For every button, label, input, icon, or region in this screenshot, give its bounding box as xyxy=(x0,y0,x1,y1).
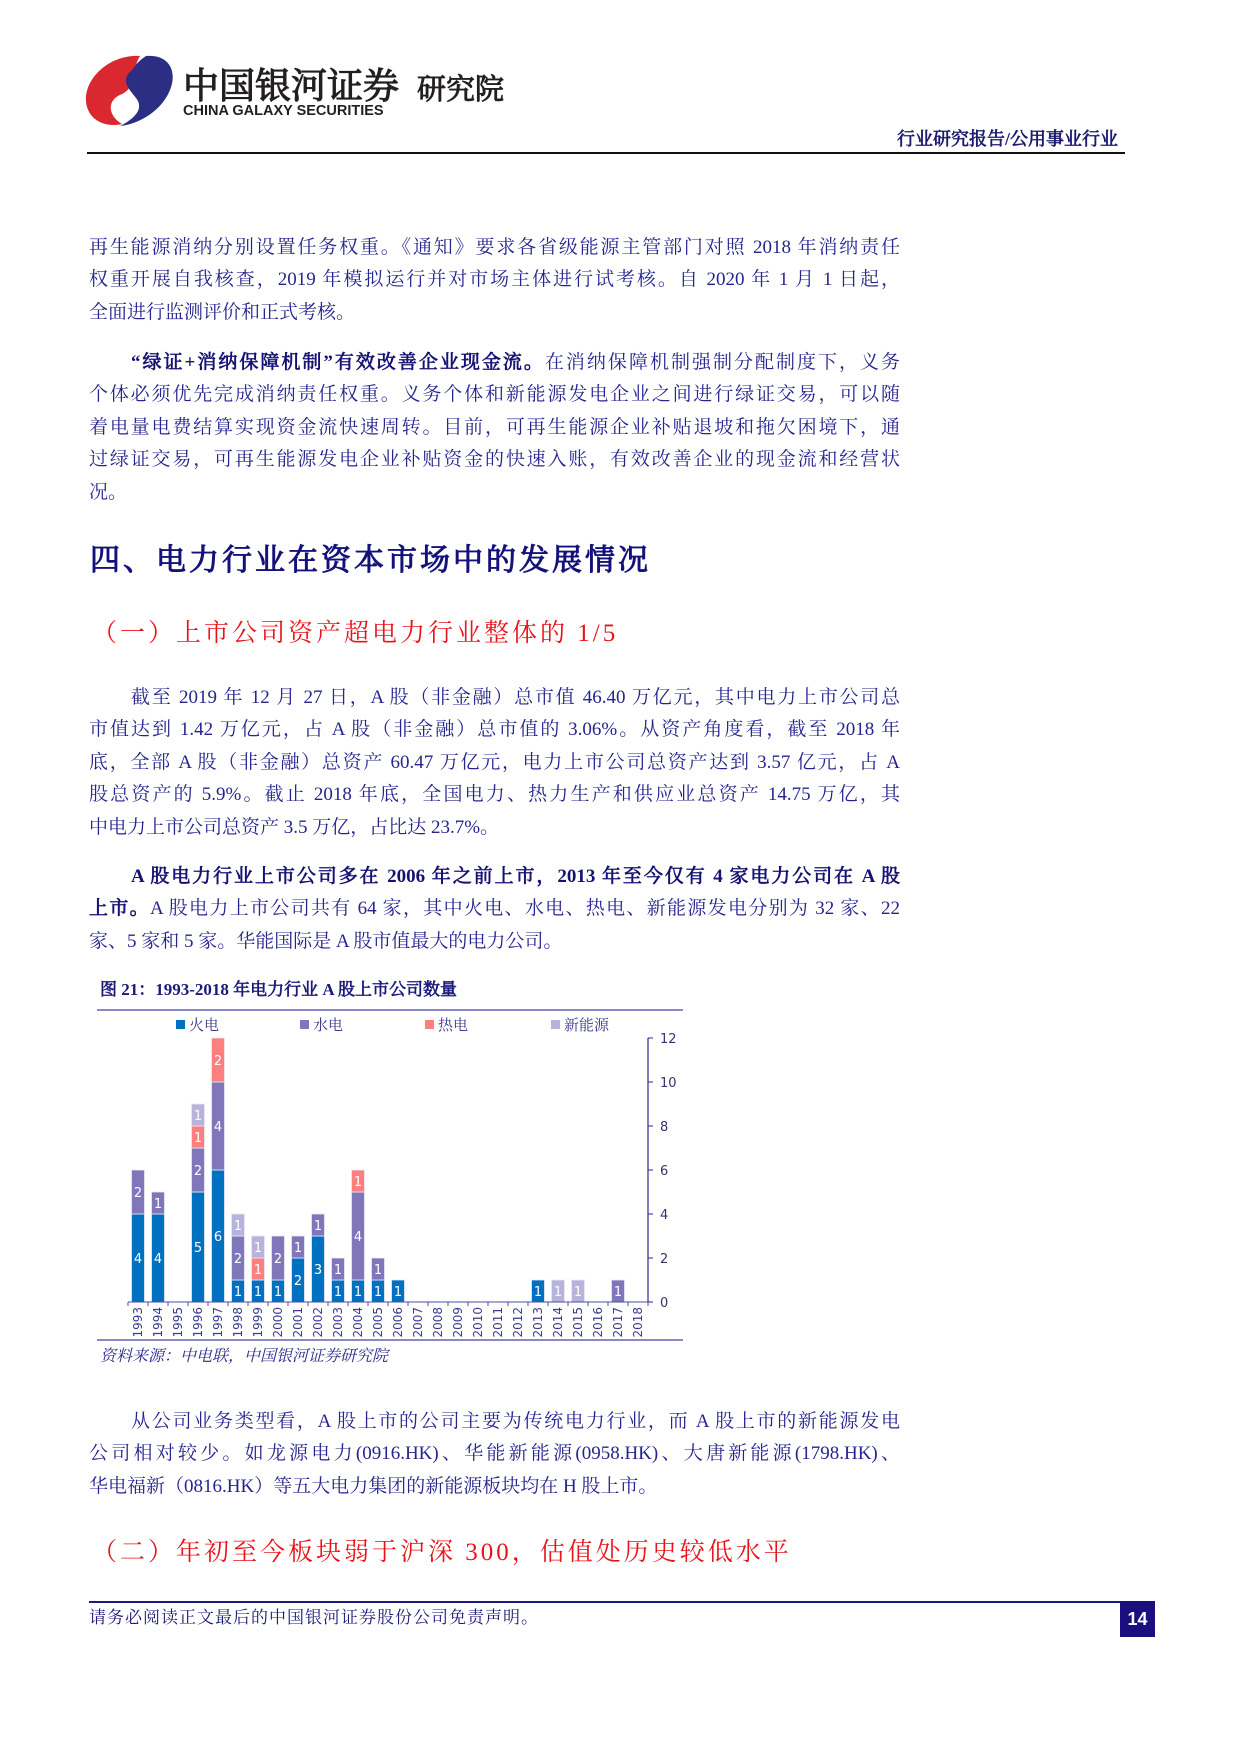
data-label: 2 xyxy=(233,1252,243,1267)
legend-swatch xyxy=(300,1020,309,1029)
data-label: 1 xyxy=(253,1263,263,1278)
text-line: 公司相对较少。如龙源电力(0916.HK)、华能新能源(0958.HK)、大唐新能源(1798.HK)、 xyxy=(89,1443,900,1465)
section-heading: 四、电力行业在资本市场中的发展情况 xyxy=(90,544,651,577)
galaxy-logo-mark-icon xyxy=(80,50,180,130)
x-tick-label: 2010 xyxy=(471,1307,485,1338)
x-tick-label: 2004 xyxy=(351,1307,365,1338)
data-label: 1 xyxy=(333,1285,343,1300)
header-divider xyxy=(87,152,1125,154)
data-label: 4 xyxy=(153,1252,163,1267)
text-line xyxy=(89,893,900,925)
y-tick-label: 4 xyxy=(660,1208,669,1223)
data-label: 6 xyxy=(213,1230,223,1245)
data-label: 1 xyxy=(253,1241,263,1256)
figure-top-rule xyxy=(97,1009,683,1011)
text-line: 从公司业务类型看，A 股上市的公司主要为传统电力行业，而 A 股上市的新能源发电 xyxy=(131,1411,900,1432)
x-tick-label: 2013 xyxy=(531,1307,545,1338)
data-label: 2 xyxy=(273,1252,283,1267)
data-label: 4 xyxy=(213,1120,223,1135)
x-tick-label: 2000 xyxy=(271,1307,285,1338)
x-tick-label: 2001 xyxy=(291,1307,305,1338)
data-label: 4 xyxy=(353,1230,363,1245)
data-label: 1 xyxy=(153,1197,163,1212)
text-line: 全面进行监测评价和正式考核。 xyxy=(89,301,356,323)
subsection-heading: （一）上市公司资产超电力行业整体的 1/5 xyxy=(92,620,619,647)
x-tick-label: 1999 xyxy=(251,1307,265,1338)
figure-title: 图 21：1993-2018 年电力行业 A 股上市公司数量 xyxy=(100,980,457,999)
data-label: 1 xyxy=(333,1263,343,1278)
data-label: 1 xyxy=(353,1285,363,1300)
x-tick-label: 2018 xyxy=(631,1307,645,1338)
text-line: A 股电力行业上市公司多在 2006 年之前上市，2013 年至今仅有 4 家电力公司在 A 股 xyxy=(131,866,900,887)
legend-swatch xyxy=(551,1020,560,1029)
data-label: 1 xyxy=(373,1263,383,1278)
legend-label: 火电 xyxy=(189,1016,220,1034)
legend-swatch xyxy=(425,1020,434,1029)
footer-divider xyxy=(89,1601,1120,1603)
x-tick-label: 2012 xyxy=(511,1307,525,1338)
y-tick-label: 2 xyxy=(660,1252,669,1267)
x-tick-label: 1994 xyxy=(151,1307,165,1338)
x-tick-label: 2009 xyxy=(451,1307,465,1338)
data-label: 2 xyxy=(133,1186,143,1201)
data-label: 1 xyxy=(573,1285,583,1300)
x-tick-label: 2005 xyxy=(371,1307,385,1338)
legend-label: 新能源 xyxy=(564,1016,610,1034)
data-label: 1 xyxy=(533,1285,543,1300)
text-line: 华电福新（0816.HK）等五大电力集团的新能源板块均在 H 股上市。 xyxy=(89,1475,658,1497)
text-line: 况。 xyxy=(89,481,128,503)
text-line: 再生能源消纳分别设置任务权重。《通知》要求各省级能源主管部门对照 2018 年消纳责任 xyxy=(89,237,900,258)
data-label: 1 xyxy=(233,1285,243,1300)
figure-bottom-rule xyxy=(97,1339,683,1341)
text-line: 过绿证交易，可再生能源发电企业补贴资金的快速入账，有效改善企业的现金流和经营状 xyxy=(89,449,900,471)
text-run: 在消纳保障机制强制分配制度下，义务 xyxy=(544,352,900,373)
data-label: 1 xyxy=(193,1109,203,1124)
text-line: 权重开展自我核查，2019 年模拟运行并对市场主体进行试考核。自 2020 年 1 月 1 日起， xyxy=(89,269,900,291)
text-line xyxy=(89,347,900,379)
logo-text-english: CHINA GALAXY SECURITIES xyxy=(183,103,384,119)
data-label: 1 xyxy=(273,1285,283,1300)
paragraph xyxy=(89,861,900,958)
data-label: 1 xyxy=(353,1175,363,1190)
data-label: 4 xyxy=(133,1252,143,1267)
y-tick-label: 12 xyxy=(660,1032,677,1047)
x-tick-label: 2011 xyxy=(491,1307,505,1338)
x-tick-label: 2006 xyxy=(391,1307,405,1338)
data-label: 2 xyxy=(193,1164,203,1179)
legend-label: 水电 xyxy=(313,1016,344,1034)
paragraph xyxy=(89,682,900,844)
legend-swatch xyxy=(176,1020,185,1029)
y-tick-label: 6 xyxy=(660,1164,669,1179)
data-label: 1 xyxy=(313,1219,323,1234)
data-label: 1 xyxy=(233,1219,243,1234)
paragraph xyxy=(89,232,900,329)
data-label: 1 xyxy=(193,1131,203,1146)
text-run: A 股电力上市公司共有 64 家，其中火电、水电、热电、新能源发电分别为 32 家、22 xyxy=(149,898,900,920)
text-line: 中电力上市公司总资产 3.5 万亿，占比达 23.7%。 xyxy=(89,816,500,838)
x-tick-label: 1996 xyxy=(191,1307,205,1338)
data-label: 1 xyxy=(373,1285,383,1300)
bold-lead: 上市。 xyxy=(89,898,150,920)
y-tick-label: 8 xyxy=(660,1120,669,1135)
data-label: 1 xyxy=(613,1285,623,1300)
x-tick-label: 2007 xyxy=(411,1307,425,1338)
stacked-bar-chart xyxy=(97,1012,683,1338)
subsection-heading: （二）年初至今板块弱于沪深 300，估值处历史较低水平 xyxy=(92,1539,792,1566)
text-line: 市值达到 1.42 万亿元，占 A 股（非金融）总市值的 3.06%。从资产角度看，截至 2018 年 xyxy=(89,719,900,741)
data-label: 2 xyxy=(293,1274,303,1289)
x-tick-label: 2017 xyxy=(611,1307,625,1338)
data-label: 1 xyxy=(393,1285,403,1300)
x-tick-label: 2008 xyxy=(431,1307,445,1338)
logo-text-chinese: 中国银河证券 xyxy=(183,65,400,106)
data-label: 2 xyxy=(213,1054,223,1069)
x-tick-label: 1995 xyxy=(171,1307,185,1338)
text-line: 截至 2019 年 12 月 27 日，A 股（非金融）总市值 46.40 万亿元，其中电力上市公司总 xyxy=(131,687,900,708)
data-label: 3 xyxy=(313,1263,323,1278)
data-label: 1 xyxy=(253,1285,263,1300)
report-category: 行业研究报告/公用事业行业 xyxy=(897,129,1118,149)
y-tick-label: 10 xyxy=(660,1076,677,1091)
paragraph xyxy=(89,347,900,509)
text-line: 个体必须优先完成消纳责任权重。义务个体和新能源发电企业之间进行绿证交易，可以随 xyxy=(89,384,900,406)
bold-lead: “绿证+消纳保障机制”有效改善企业现金流。 xyxy=(131,352,545,373)
x-tick-label: 1993 xyxy=(131,1307,145,1338)
data-label: 1 xyxy=(553,1285,563,1300)
y-tick-label: 0 xyxy=(660,1296,669,1311)
text-line: 股总资产的 5.9%。截止 2018 年底，全国电力、热力生产和供应业总资产 14.75 万亿，其 xyxy=(89,784,900,806)
figure-source: 资料来源：中电联，中国银河证券研究院 xyxy=(100,1348,389,1365)
x-tick-label: 2014 xyxy=(551,1307,565,1338)
text-line: 家、5 家和 5 家。华能国际是 A 股市值最大的电力公司。 xyxy=(89,930,563,952)
x-tick-label: 1997 xyxy=(211,1307,225,1338)
x-tick-label: 2002 xyxy=(311,1307,325,1338)
footer-disclaimer: 请务必阅读正文最后的中国银河证券股份公司免责声明。 xyxy=(89,1608,539,1627)
paragraph xyxy=(89,1406,900,1503)
data-label: 1 xyxy=(293,1241,303,1256)
logo-text-institute: 研究院 xyxy=(417,74,505,106)
text-line: 着电量电费结算实现资金流快速周转。目前，可再生能源企业补贴退坡和拖欠困境下，通 xyxy=(89,416,900,438)
text-line: 底，全部 A 股（非金融）总资产 60.47 万亿元，电力上市公司总资产达到 3.57 亿元，占 A xyxy=(89,751,900,773)
legend-label: 热电 xyxy=(438,1016,469,1034)
data-label: 5 xyxy=(193,1241,203,1256)
x-tick-label: 1998 xyxy=(231,1307,245,1338)
x-tick-label: 2016 xyxy=(591,1307,605,1338)
x-tick-label: 2003 xyxy=(331,1307,345,1338)
x-tick-label: 2015 xyxy=(571,1307,585,1338)
page-number: 14 xyxy=(1120,1601,1155,1637)
